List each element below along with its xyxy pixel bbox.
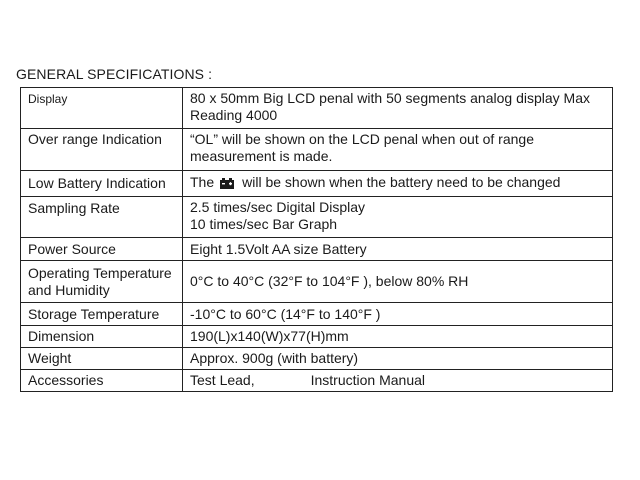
spec-label: Sampling Rate — [21, 197, 183, 238]
accessory-item: Test Lead, — [190, 372, 255, 388]
accessory-item: Instruction Manual — [310, 372, 426, 388]
table-row — [21, 197, 613, 238]
spec-label: Operating Temperature and Humidity — [21, 261, 183, 303]
battery-icon — [220, 176, 234, 193]
spec-value — [183, 171, 613, 197]
table-row — [21, 348, 613, 370]
spec-label: Accessories — [21, 370, 183, 392]
table-row — [21, 261, 613, 303]
table-row — [21, 370, 613, 392]
spec-label: Power Source — [21, 238, 183, 261]
spec-value-suffix: will be shown when the battery need to be changed — [242, 174, 561, 190]
spec-value: 190(L)x140(W)x77(H)mm — [183, 326, 613, 348]
spec-value: Eight 1.5Volt AA size Battery — [183, 238, 613, 261]
spec-value-line: 2.5 times/sec Digital Display — [190, 199, 366, 215]
spec-value: “OL” will be shown on the LCD penal when out of range measurement is made. — [183, 129, 613, 171]
table-row — [21, 238, 613, 261]
table-row — [21, 129, 613, 171]
spec-label: Storage Temperature — [21, 303, 183, 326]
spec-label: Low Battery Indication — [21, 171, 183, 197]
spec-value-line: 10 times/sec Bar Graph — [190, 216, 338, 232]
spec-value: Approx. 900g (with battery) — [183, 348, 613, 370]
table-row — [21, 88, 613, 129]
spec-value — [183, 197, 613, 238]
table-row — [21, 171, 613, 197]
page-title: GENERAL SPECIFICATIONS : — [16, 66, 213, 82]
spec-label: Display — [21, 88, 183, 129]
spec-value — [183, 370, 613, 392]
spec-label: Dimension — [21, 326, 183, 348]
spec-value-prefix: The — [190, 174, 215, 190]
specifications-table — [20, 87, 613, 392]
spec-label: Weight — [21, 348, 183, 370]
spec-value: -10°C to 60°C (14°F to 140°F ) — [183, 303, 613, 326]
spec-value: 0°C to 40°C (32°F to 104°F ), below 80% RH — [183, 261, 613, 303]
table-row — [21, 303, 613, 326]
spec-value: 80 x 50mm Big LCD penal with 50 segments analog display Max Reading 4000 — [183, 88, 613, 129]
table-row — [21, 326, 613, 348]
spec-label: Over range Indication — [21, 129, 183, 171]
